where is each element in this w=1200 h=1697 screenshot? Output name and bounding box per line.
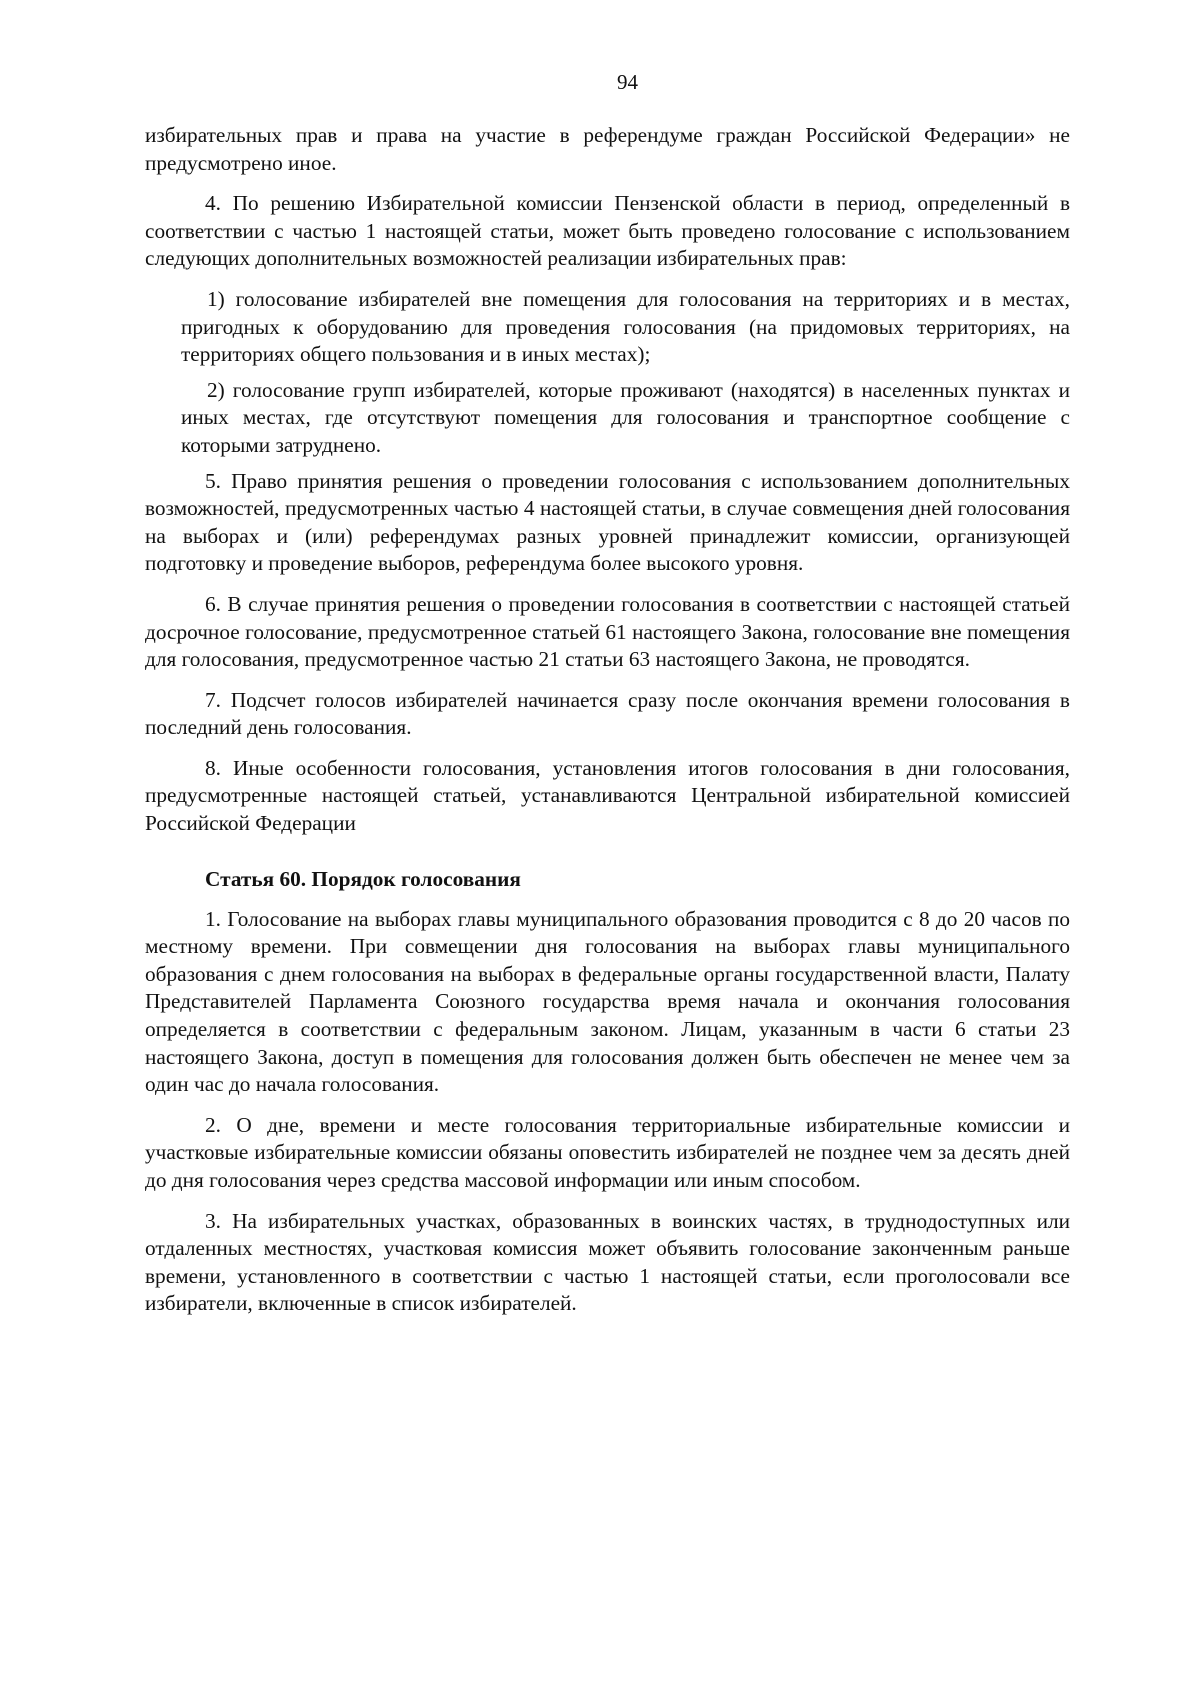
paragraph-item-6: 6. В случае принятия решения о проведении голосования в соответствии с настоящей статьей досрочное голосование, предусмотренное статьей 61 настоящего Закона, голосование вне помещения для голосования, предусмотренное частью 21 статьи 63 настоящего Закона, не проводятся. bbox=[145, 591, 1070, 672]
paragraph-item-5: 5. Право принятия решения о проведении голосования с использованием дополнительных возможностей, предусмотренных частью 4 настоящей статьи, в случае совмещения дней голосования на выборах и (или) референдумах разных уровней принадлежит комиссии, организующей подготовку и проведение выборов, референдума более высокого уровня. bbox=[145, 468, 1070, 576]
subitem-1: 1) голосование избирателей вне помещения для голосования на территориях и в местах, пригодных к оборудованию для проведения голосования (на придомовых территориях, на территориях общего пользования и в иных местах); bbox=[181, 286, 1070, 367]
page-number: 94 bbox=[617, 70, 638, 94]
paragraph-item-7: 7. Подсчет голосов избирателей начинается сразу после окончания времени голосования в последний день голосования. bbox=[145, 687, 1070, 740]
article-paragraph-2: 2. О дне, времени и месте голосования территориальные избирательные комиссии и участковые избирательные комиссии обязаны оповестить избирателей не позднее чем за десять дней до дня голосования через средства массовой информации или иным способом. bbox=[145, 1112, 1070, 1192]
subitem-2: 2) голосование групп избирателей, которые проживают (находятся) в населенных пунктах и иных местах, где отсутствуют помещения для голосования и транспортное сообщение с которыми затруднено. bbox=[181, 377, 1070, 457]
article-heading: Статья 60. Порядок голосования bbox=[205, 866, 521, 891]
paragraph-continuation: избирательных прав и права на участие в референдуме граждан Российской Федерации» не предусмотрено иное. bbox=[145, 123, 1070, 175]
paragraph-item-8: 8. Иные особенности голосования, установления итогов голосования в дни голосования, предусмотренные настоящей статьей, устанавливаются Центральной избирательной комиссией Российской Федерации bbox=[145, 755, 1070, 836]
article-paragraph-3: 3. На избирательных участках, образованных в воинских частях, в труднодоступных или отдаленных местностях, участковая комиссия может объявить голосование законченным раньше времени, установленного в соответствии с частью 1 настоящей статьи, если проголосовали все избиратели, включенные в список избирателей. bbox=[145, 1208, 1070, 1316]
article-paragraph-1: 1. Голосование на выборах главы муниципального образования проводится с 8 до 20 часов по местному времени. При совмещении дня голосования на выборах главы муниципального образования с днем голосования на выборах в федеральные органы государственной власти, Палату Представителей Парламента Союзного государства время начала и окончания голосования определяется в соответствии с федеральным законом. Лицам, указанным в части 6 статьи 23 настоящего Закона, доступ в помещения для голосования должен быть обеспечен не менее чем за один час до начала голосования. bbox=[145, 906, 1070, 1097]
paragraph-item-4: 4. По решению Избирательной комиссии Пензенской области в период, определенный в соответствии с частью 1 настоящей статьи, может быть проведено голосование с использованием следующих дополнительных возможностей реализации избирательных прав: bbox=[145, 191, 1070, 271]
